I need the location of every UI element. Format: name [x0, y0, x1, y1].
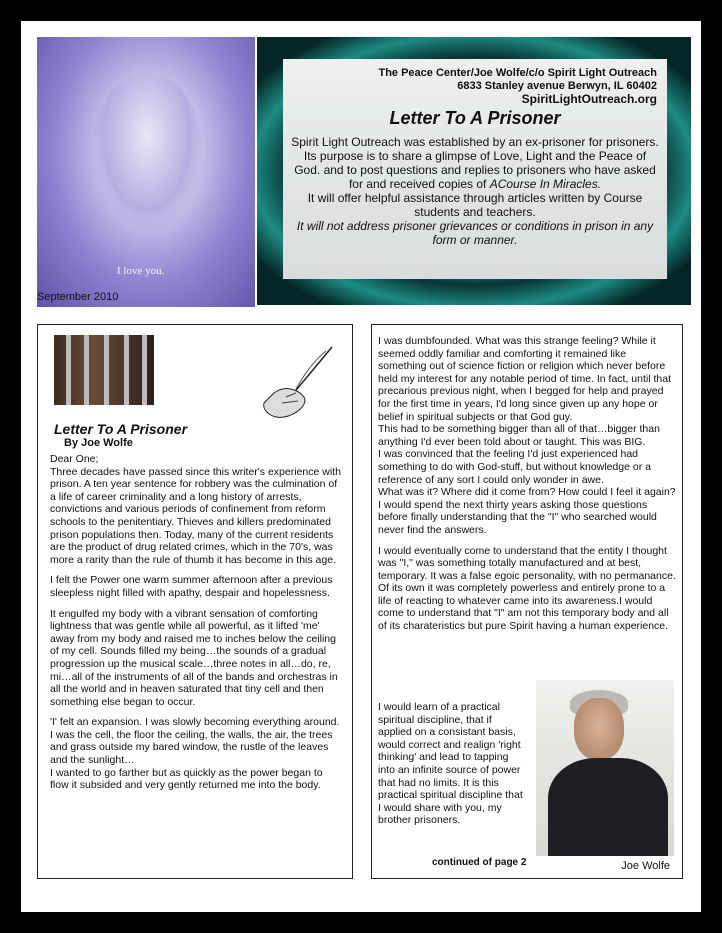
paragraph: I would eventually come to understand that the entity I thought was "I," was something totally manufactured and at best, temporary. It was a false egoic personality, with no permanance. Of its own it was completely powerless and entirely prone to a life of reacting to whatever came into its awareness.I would come to understand that "I" am not this temporary body and all of its charateristics but pure Spirit having a human experience. — [378, 544, 676, 633]
closing-paragraph: I would learn of a practical spiritual discipline, that if applied on a consistant basis, would correct and realign 'right thinking' and lead to tapping into an infinite source of power that had no limits. It is this practical spiritual discipline that I would share with you, my brother prisoners. — [378, 701, 523, 827]
paragraph: 'I' felt an expansion. I was slowly becoming everything around. I was the cell, the floor the ceiling, the walls, the air, the trees and grass outside my bared window, the rustle of the leaves and the sunlight… — [50, 716, 340, 767]
paragraph: This had to be something bigger than all of that…bigger than anything I'd ever been told about or taught. This was BIG. — [378, 423, 660, 448]
newsletter-title: Letter To A Prisoner — [389, 108, 561, 128]
article-title: Letter To A Prisoner — [54, 421, 188, 437]
author-jacket — [548, 758, 668, 856]
intro-disclaimer: It will not address prisoner grievances or conditions in prison in any form or manner. — [296, 219, 654, 247]
photo-caption: Joe Wolfe — [621, 860, 670, 872]
article-byline: By Joe Wolfe — [64, 437, 133, 449]
newsletter-page — [21, 21, 701, 912]
author-photo — [536, 680, 674, 856]
paragraph: It engulfed my body with a vibrant sensation of comforting lightness that was gentle while all powerful, as it lifted 'me' away from my body and raised me to inches below the ceiling of my cell. Sounds filled my being…the sounds of a gradual progression up the musical scale…three notes in all…do, re, mi…all of the instruments of all of the bands and orchestras in all the world and in heaven saturated that tiny cell and then something else began to occur. — [50, 607, 338, 708]
address-line-1: The Peace Center/Joe Wolfe/c/o Spirit Light Outreach — [378, 67, 657, 79]
article-header — [54, 421, 187, 449]
prison-bars-image — [54, 335, 154, 405]
article-body-right — [378, 335, 676, 641]
intro-book-title: ACourse In Miracles. — [489, 177, 602, 191]
intro-assistance: It will offer helpful assistance through articles written by Course students and teachers. — [307, 191, 643, 219]
paragraph: What was it? Where did it come from? How could I feel it again? — [378, 486, 676, 499]
address-line-2: 6833 Stanley avenue Berwyn, IL 60402 — [457, 80, 657, 92]
left-column — [37, 324, 353, 879]
paragraph: I felt the Power one warm summer afternoon after a previous sleepless night filled with apathy, despair and hopelessness. — [50, 574, 333, 599]
portrait-face — [92, 72, 202, 232]
paragraph: Three decades have passed since this writer's experience with prison. A ten year sentence for robbery was the culmination of a life of career criminality and a long history of arrests, convictions and various periods of confinement from reform schools to the penitentiary. Thieves and killers predominated prison populations then. Today, many of the current residents are the product of drug related crimes, which in the 70's, was more a rarity than the rule of thumb it has become in this age. — [50, 465, 341, 566]
issue-date: September 2010 — [37, 291, 119, 303]
banner-text-box — [283, 59, 667, 279]
portrait-caption: I love you. — [117, 265, 165, 277]
author-face — [574, 698, 624, 760]
paragraph: I was dumbfounded. What was this strange feeling? While it seemed oddly familiar and comforting it remained like something out of science fiction or religion which never before held my interest for any notable period of time. In fact, until that precarious previous night, when I begged for help and prayed for the first time in years, I'd long since given up any hope or belief in spiritual subjects or that God guy. — [378, 335, 671, 423]
article-body-left — [50, 453, 342, 800]
paragraph: I would spend the next thirty years asking those questions before finally understanding that the "I" who searched would never find the answers. — [378, 498, 657, 536]
address-block — [283, 59, 667, 106]
website-link[interactable]: SpiritLightOutreach.org — [521, 92, 657, 106]
greeting: Dear One; — [50, 453, 99, 465]
intro-paragraph — [283, 135, 667, 191]
right-column — [371, 324, 683, 879]
christ-portrait-image — [37, 37, 255, 307]
paragraph: I was convinced that the feeling I'd just experienced had something to do with God-stuff, but without knowledge or a reference of any sort I could only wonder in awe. — [378, 448, 651, 486]
hand-writing-quill-icon — [256, 345, 336, 421]
header-banner — [257, 37, 691, 305]
intro-text: Spirit Light Outreach was established by an ex-prisoner for prisoners. Its purpose is to share a glimpse of Love, Light and the Peace of God. and to post questions and replies to prisoners who have asked for and received copies of — [291, 135, 659, 191]
continued-note: continued of page 2 — [432, 857, 527, 868]
paragraph: I wanted to go farther but as quickly as the power began to flow it subsided and very gently returned me into the body. — [50, 766, 323, 792]
